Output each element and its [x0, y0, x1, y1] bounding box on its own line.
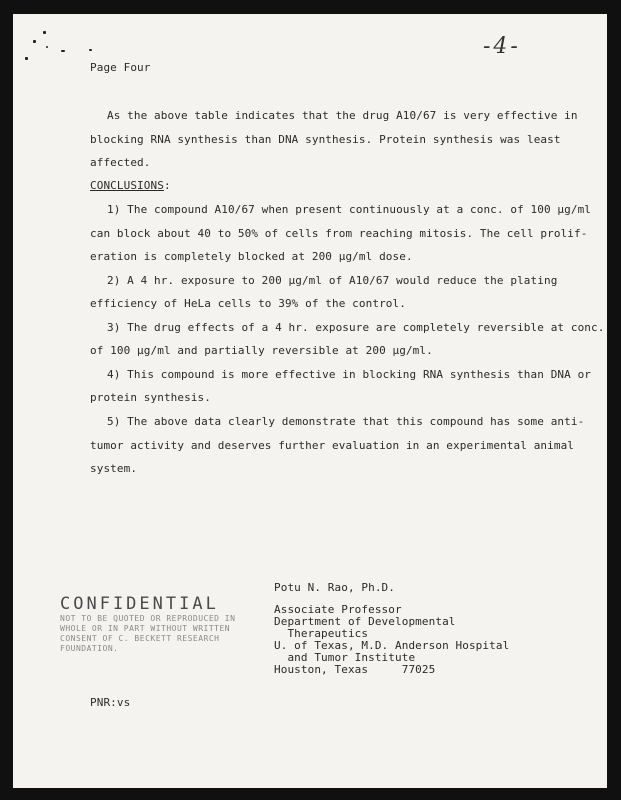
confidential-stamp: [60, 594, 235, 654]
page-number-mark: -4-: [483, 34, 521, 59]
conclusions-heading-colon: :: [163, 179, 171, 192]
typist-initials: PNR:vs: [90, 696, 131, 709]
signature-name: Potu N. Rao, Ph.D.: [274, 581, 396, 594]
signature-title-line: Houston, Texas 77025: [274, 663, 436, 676]
stamp-line: WHOLE OR IN PART WITHOUT WRITTEN: [60, 624, 231, 633]
stamp-title: CONFIDENTIAL: [60, 594, 219, 614]
conclusion-line: tumor activity and deserves further evaluation in an experimental animal: [90, 439, 575, 452]
conclusion-line: protein synthesis.: [90, 391, 212, 404]
signature-title-line: Department of Developmental: [274, 615, 456, 628]
conclusion-line: can block about 40 to 50% of cells from reaching mitosis. The cell prolif-: [90, 227, 588, 240]
stamp-line: NOT TO BE QUOTED OR REPRODUCED IN: [60, 614, 236, 623]
document-page: [13, 14, 607, 788]
conclusion-line: 2) A 4 hr. exposure to 200 μg/ml of A10/67 would reduce the plating: [107, 274, 558, 287]
conclusion-line: 1) The compound A10/67 when present continuously at a conc. of 100 μg/ml: [107, 203, 592, 216]
conclusion-line: 3) The drug effects of a 4 hr. exposure are completely reversible at conc.: [107, 321, 605, 334]
body-line: As the above table indicates that the drug A10/67 is very effective in: [107, 109, 578, 122]
body-line: affected.: [90, 156, 151, 169]
body-line: blocking RNA synthesis than DNA synthesis. Protein synthesis was least: [90, 133, 561, 146]
conclusion-line: 5) The above data clearly demonstrate that this compound has some anti-: [107, 415, 585, 428]
stamp-line: FOUNDATION.: [60, 644, 119, 653]
stamp-line: CONSENT OF C. BECKETT RESEARCH: [60, 634, 220, 643]
conclusion-line: 4) This compound is more effective in blocking RNA synthesis than DNA or: [107, 368, 592, 381]
ink-speck: [89, 49, 92, 51]
conclusion-line: of 100 μg/ml and partially reversible at 200 μg/ml.: [90, 344, 433, 357]
ink-speck: [43, 31, 46, 34]
ink-speck: [61, 50, 65, 52]
signature-title-line: U. of Texas, M.D. Anderson Hospital: [274, 639, 510, 652]
ink-speck: [33, 40, 36, 43]
ink-speck: [46, 46, 48, 48]
conclusion-line: system.: [90, 462, 138, 475]
conclusion-line: eration is completely blocked at 200 μg/ml dose.: [90, 250, 413, 263]
signature-title-line: Associate Professor: [274, 603, 402, 616]
page-header: Page Four: [90, 61, 151, 74]
signature-title-line: Therapeutics: [274, 627, 369, 640]
conclusions-heading-text: CONCLUSIONS: [90, 179, 164, 192]
conclusion-line: efficiency of HeLa cells to 39% of the control.: [90, 297, 406, 310]
conclusions-heading: [90, 180, 171, 192]
ink-speck: [25, 57, 28, 60]
signature-title-line: and Tumor Institute: [274, 651, 416, 664]
